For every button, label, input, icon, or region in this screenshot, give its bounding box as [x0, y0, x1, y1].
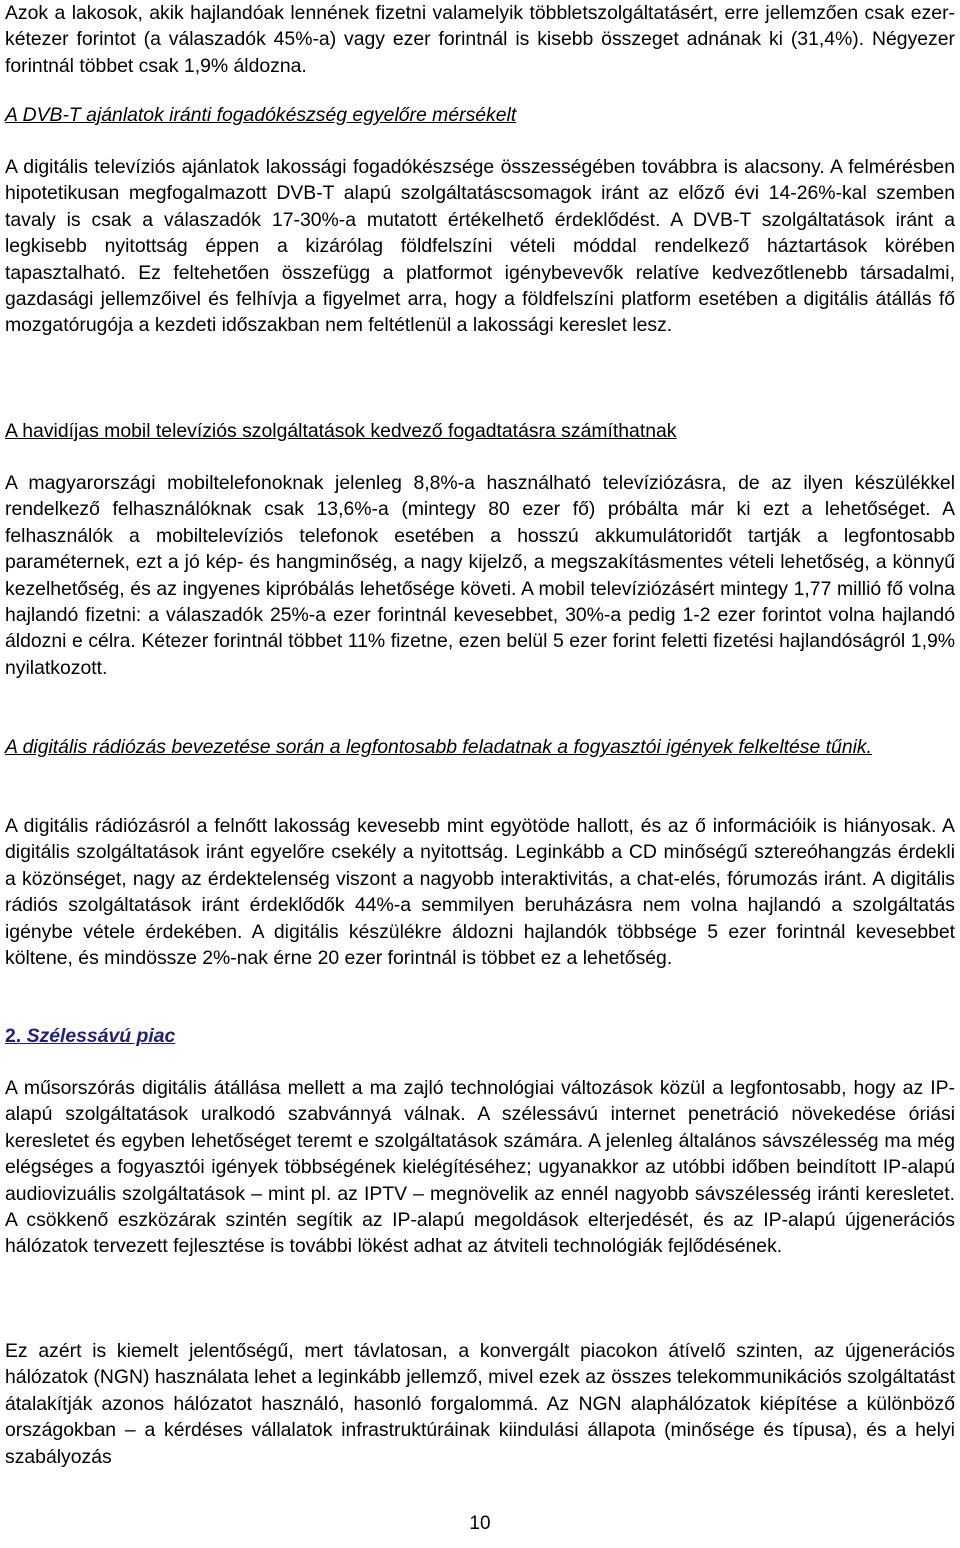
heading-digital-radio: A digitális rádiózás bevezetése során a legfontosabb feladatnak a fogyasztói igények felkeltése tűnik.	[5, 736, 873, 758]
section-heading-broadband	[5, 1023, 175, 1049]
paragraph-survey-willingness: Azok a lakosok, akik hajlandóak lennének fizetni valamelyik többletszolgáltatásért, erre jellemzően csak ezer-kétezer forintot (a válaszadók 45%-a) vagy ezer forintnál is kisebb összeget adnának ki (31,4%). Négyezer forintnál többet csak 1,9% áldozna.	[5, 2, 955, 77]
section-title: Szélessávú piac	[26, 1025, 176, 1047]
heading-mobile-tv: A havidíjas mobil televíziós szolgáltatások kedvező fogadtatásra számíthatnak	[5, 420, 677, 442]
paragraph-digital-radio: A digitális rádiózásról a felnőtt lakosság kevesebb mint egyötöde hallott, és az ő információik is hiányosak. A digitális szolgáltatások iránt egyelőre csekély a nyitottság. Leginkább a CD minőségű sztereóhangzás érdekli a közönséget, nagy az érdektelenség viszont a nagyobb interaktivitás, a chat-elés, fórumozás iránt. A digitális rádiós szolgáltatások iránt érdeklődők 44%-a semmilyen beruházásra nem volna hajlandó a szolgáltatás igénybe vétele érdekében. A digitális készülékre áldozni hajlandók többsége 5 ezer forintnál kevesebbet költene, és mindössze 2%-nak érne 20 ezer forintnál is többet ez a lehetőség.	[5, 815, 955, 970]
paragraph-dvbt-readiness: A digitális televíziós ajánlatok lakossági fogadókészsége összességében továbbra is alacsony. A felmérésben hipotetikusan megfogalmazott DVB-T alapú szolgáltatáscsomagok iránt az előző évi 14-26%-kal szemben tavaly is csak a válaszadók 17-30%-a mutatott értékelhető érdeklődést. A DVB-T szolgáltatások iránt a legkisebb nyitottság éppen a kizárólag földfelszíni vételi móddal rendelkező háztartások körében tapasztalható. Ez feltehetően összefügg a platformot igénybevevők relatíve kedvezőtlenebb társadalmi, gazdasági jellemzőivel és felhívja a figyelmet arra, hogy a földfelszíni platform esetében a digitális átállás fő mozgatórugója a kezdeti időszakban nem feltétlenül a lakossági kereslet lesz.	[5, 156, 955, 337]
paragraph-ngn: Ez azért is kiemelt jelentőségű, mert távlatosan, a konvergált piacokon átívelő szinten, az újgenerációs hálózatok (NGN) használata lehet a leginkább jellemző, mivel ezek az összes telekommunikációs szolgáltatást átalakítják azonos hálózatot használó, hasonló forgalommá. Az NGN alaphálózatok kiépítése a különböző országokban – a kérdéses vállalatok infrastruktúráinak kiindulási állapota (minősége és típusa), és a helyi szabályozás	[5, 1340, 955, 1468]
paragraph-broadband-ip: A műsorszórás digitális átállása mellett a ma zajló technológiai változások közül a legfontosabb, hogy az IP-alapú szolgáltatások uralkodó szabvánnyá válnak. A szélessávú internet penetráció növekedése óriási keresletet és egyben lehetőséget teremt e szolgáltatások számára. A jelenleg általános sávszélesség ma még elégséges a fogyasztói igények többségének kielégítéséhez; ugyanakkor az utóbbi időben beindított IP-alapú audiovizuális szolgáltatások – mint pl. az IPTV – megnövelik az ennél nagyobb sávszélesség iránti keresletet. A csökkenő eszközárak szintén segítik az IP-alapú megoldások elterjedését, és az IP-alapú újgenerációs hálózatok tervezett fejlesztése is további lökést adhat az átviteli technológiák fejlődésének.	[5, 1077, 955, 1258]
paragraph-mobile-tv: A magyarországi mobiltelefonoknak jelenleg 8,8%-a használható televíziózásra, de az ilyen készülékkel rendelkező felhasználóknak csak 13,6%-a (mintegy 80 ezer fő) próbálta már ki ezt a lehetőséget. A felhasználók a mobiltelevíziós telefonok esetében a hosszú akkumulátoridőt tartják a legfontosabb paraméternek, ezt a jó kép- és hangminőség, a nagy kijelző, a megszakításmentes vételi lehetőség, a könnyű kezelhetőség, és az ingyenes kipróbálás lehetősége követi. A mobil televíziózásért mintegy 1,77 millió fő volna hajlandó fizetni: a válaszadók 25%-a ezer forintnál kevesebbet, 30%-a pedig 1-2 ezer forintot volna hajlandó áldozni e célra. Kétezer forintnál többet 11% fizetne, ezen belül 5 ezer forint feletti fizetési hajlandóságról 1,9% nyilatkozott.	[5, 472, 955, 679]
heading-dvbt-readiness: A DVB-T ajánlatok iránti fogadókészség egyelőre mérsékelt	[5, 104, 517, 126]
section-number: 2.	[5, 1025, 22, 1047]
page-number: 10	[469, 1513, 491, 1534]
